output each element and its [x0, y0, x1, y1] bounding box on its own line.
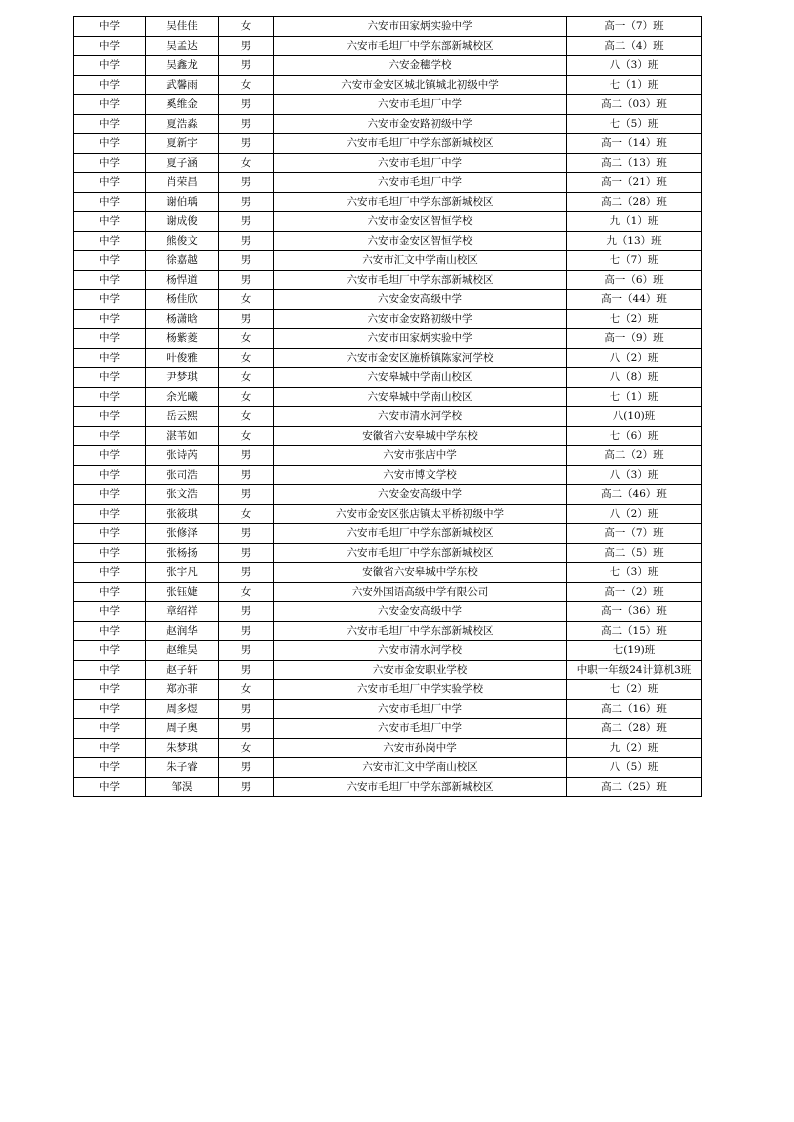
cell-name: 张杨扬 — [146, 543, 219, 563]
cell-gender: 男 — [219, 309, 274, 329]
cell-school: 六安市金安职业学校 — [274, 660, 567, 680]
cell-name: 吴孟达 — [146, 36, 219, 56]
cell-class: 高二（15）班 — [567, 621, 702, 641]
cell-level: 中学 — [74, 134, 146, 154]
cell-name: 夏新宇 — [146, 134, 219, 154]
cell-name: 张司浩 — [146, 465, 219, 485]
cell-name: 章绍祥 — [146, 602, 219, 622]
cell-gender: 女 — [219, 426, 274, 446]
cell-school: 六安金安高级中学 — [274, 485, 567, 505]
cell-level: 中学 — [74, 407, 146, 427]
cell-school: 六安市金安区张店镇太平桥初级中学 — [274, 504, 567, 524]
cell-school: 六安市田家炳实验中学 — [274, 17, 567, 37]
cell-name: 周子奥 — [146, 719, 219, 739]
cell-school: 六安市清水河学校 — [274, 407, 567, 427]
cell-school: 六安市毛坦厂中学东部新城校区 — [274, 621, 567, 641]
table-row — [74, 446, 702, 466]
cell-school: 六安市毛坦厂中学东部新城校区 — [274, 192, 567, 212]
cell-name: 张诗芮 — [146, 446, 219, 466]
cell-class: 八（3）班 — [567, 56, 702, 76]
cell-level: 中学 — [74, 446, 146, 466]
cell-level: 中学 — [74, 777, 146, 797]
cell-gender: 男 — [219, 524, 274, 544]
cell-level: 中学 — [74, 582, 146, 602]
cell-class: 七（7）班 — [567, 251, 702, 271]
cell-class: 高一（9）班 — [567, 329, 702, 349]
table-row — [74, 563, 702, 583]
table-row — [74, 504, 702, 524]
table-row — [74, 680, 702, 700]
cell-class: 七（6）班 — [567, 426, 702, 446]
cell-name: 谢成俊 — [146, 212, 219, 232]
cell-name: 赵维昊 — [146, 641, 219, 661]
cell-level: 中学 — [74, 485, 146, 505]
cell-name: 熊俊文 — [146, 231, 219, 251]
table-row — [74, 582, 702, 602]
cell-level: 中学 — [74, 758, 146, 778]
cell-class: 九（1）班 — [567, 212, 702, 232]
table-row — [74, 329, 702, 349]
cell-name: 杨紫菱 — [146, 329, 219, 349]
table-row — [74, 426, 702, 446]
cell-class: 高二（25）班 — [567, 777, 702, 797]
table-row — [74, 95, 702, 115]
cell-school: 六安市田家炳实验中学 — [274, 329, 567, 349]
cell-school: 六安外国语高级中学有限公司 — [274, 582, 567, 602]
cell-class: 高二（46）班 — [567, 485, 702, 505]
cell-name: 谢伯瑀 — [146, 192, 219, 212]
cell-level: 中学 — [74, 699, 146, 719]
table-row — [74, 153, 702, 173]
table-row — [74, 270, 702, 290]
table-row — [74, 465, 702, 485]
cell-name: 郑亦菲 — [146, 680, 219, 700]
cell-level: 中学 — [74, 192, 146, 212]
table-row — [74, 719, 702, 739]
cell-level: 中学 — [74, 641, 146, 661]
cell-level: 中学 — [74, 251, 146, 271]
cell-gender: 男 — [219, 56, 274, 76]
table-row — [74, 543, 702, 563]
table-row — [74, 114, 702, 134]
cell-gender: 男 — [219, 36, 274, 56]
table-row — [74, 134, 702, 154]
cell-level: 中学 — [74, 680, 146, 700]
cell-school: 六安皋城中学南山校区 — [274, 368, 567, 388]
cell-class: 高一（14）班 — [567, 134, 702, 154]
cell-school: 六安市汇文中学南山校区 — [274, 758, 567, 778]
cell-level: 中学 — [74, 621, 146, 641]
cell-name: 吴鑫龙 — [146, 56, 219, 76]
cell-class: 七（2）班 — [567, 309, 702, 329]
cell-name: 岳云熙 — [146, 407, 219, 427]
cell-school: 六安市毛坦厂中学 — [274, 153, 567, 173]
cell-name: 周多煜 — [146, 699, 219, 719]
table-row — [74, 660, 702, 680]
cell-school: 六安市毛坦厂中学 — [274, 173, 567, 193]
cell-name: 叶俊雅 — [146, 348, 219, 368]
cell-level: 中学 — [74, 504, 146, 524]
cell-school: 六安金安高级中学 — [274, 290, 567, 310]
cell-level: 中学 — [74, 738, 146, 758]
cell-name: 朱子睿 — [146, 758, 219, 778]
cell-name: 徐嘉越 — [146, 251, 219, 271]
table-row — [74, 173, 702, 193]
cell-gender: 男 — [219, 114, 274, 134]
cell-gender: 男 — [219, 485, 274, 505]
table-row — [74, 524, 702, 544]
cell-class: 七（1）班 — [567, 75, 702, 95]
cell-gender: 女 — [219, 504, 274, 524]
cell-class: 九（2）班 — [567, 738, 702, 758]
cell-school: 安徽省六安皋城中学东校 — [274, 426, 567, 446]
table-row — [74, 251, 702, 271]
cell-school: 六安市毛坦厂中学东部新城校区 — [274, 777, 567, 797]
cell-name: 杨潇晗 — [146, 309, 219, 329]
cell-gender: 女 — [219, 738, 274, 758]
cell-level: 中学 — [74, 563, 146, 583]
cell-gender: 男 — [219, 563, 274, 583]
cell-level: 中学 — [74, 660, 146, 680]
cell-level: 中学 — [74, 36, 146, 56]
cell-class: 中职一年级24计算机3班 — [567, 660, 702, 680]
cell-name: 湛苇如 — [146, 426, 219, 446]
table-row — [74, 17, 702, 37]
cell-gender: 男 — [219, 660, 274, 680]
cell-school: 六安市毛坦厂中学东部新城校区 — [274, 36, 567, 56]
cell-name: 赵子轩 — [146, 660, 219, 680]
cell-class: 高二（03）班 — [567, 95, 702, 115]
cell-level: 中学 — [74, 329, 146, 349]
cell-gender: 女 — [219, 387, 274, 407]
cell-name: 肖荣昌 — [146, 173, 219, 193]
table-row — [74, 368, 702, 388]
table-row — [74, 758, 702, 778]
cell-gender: 男 — [219, 270, 274, 290]
cell-school: 六安市毛坦厂中学实验学校 — [274, 680, 567, 700]
cell-name: 杨佳欣 — [146, 290, 219, 310]
cell-class: 八(10)班 — [567, 407, 702, 427]
table-row — [74, 738, 702, 758]
table-row — [74, 36, 702, 56]
cell-level: 中学 — [74, 212, 146, 232]
cell-class: 高二（4）班 — [567, 36, 702, 56]
cell-level: 中学 — [74, 173, 146, 193]
cell-gender: 男 — [219, 95, 274, 115]
cell-gender: 男 — [219, 641, 274, 661]
cell-class: 高一（44）班 — [567, 290, 702, 310]
cell-class: 八（5）班 — [567, 758, 702, 778]
cell-name: 奚维金 — [146, 95, 219, 115]
cell-name: 张修泽 — [146, 524, 219, 544]
cell-class: 七（2）班 — [567, 680, 702, 700]
cell-level: 中学 — [74, 524, 146, 544]
cell-class: 高二（28）班 — [567, 192, 702, 212]
cell-gender: 女 — [219, 407, 274, 427]
cell-name: 余光曦 — [146, 387, 219, 407]
cell-class: 高一（36）班 — [567, 602, 702, 622]
cell-name: 尹梦琪 — [146, 368, 219, 388]
cell-level: 中学 — [74, 290, 146, 310]
table-row — [74, 231, 702, 251]
cell-level: 中学 — [74, 426, 146, 446]
cell-gender: 男 — [219, 231, 274, 251]
cell-gender: 女 — [219, 75, 274, 95]
cell-level: 中学 — [74, 17, 146, 37]
cell-level: 中学 — [74, 348, 146, 368]
cell-school: 安徽省六安皋城中学东校 — [274, 563, 567, 583]
cell-gender: 女 — [219, 368, 274, 388]
cell-level: 中学 — [74, 368, 146, 388]
cell-school: 六安市金安区城北镇城北初级中学 — [274, 75, 567, 95]
cell-class: 八（2）班 — [567, 348, 702, 368]
cell-name: 赵润华 — [146, 621, 219, 641]
table-row — [74, 621, 702, 641]
cell-gender: 男 — [219, 465, 274, 485]
cell-level: 中学 — [74, 465, 146, 485]
cell-name: 张钰婕 — [146, 582, 219, 602]
cell-class: 八（8）班 — [567, 368, 702, 388]
cell-class: 高二（2）班 — [567, 446, 702, 466]
cell-class: 七（1）班 — [567, 387, 702, 407]
cell-school: 六安市金安区施桥镇陈家河学校 — [274, 348, 567, 368]
cell-school: 六安金安高级中学 — [274, 602, 567, 622]
cell-name: 邹淏 — [146, 777, 219, 797]
cell-gender: 男 — [219, 173, 274, 193]
cell-gender: 女 — [219, 348, 274, 368]
table-row — [74, 192, 702, 212]
cell-school: 六安市汇文中学南山校区 — [274, 251, 567, 271]
table-row — [74, 641, 702, 661]
cell-gender: 男 — [219, 621, 274, 641]
table-row — [74, 212, 702, 232]
cell-class: 高一（2）班 — [567, 582, 702, 602]
cell-school: 六安市毛坦厂中学东部新城校区 — [274, 134, 567, 154]
table-row — [74, 290, 702, 310]
cell-school: 六安市毛坦厂中学 — [274, 95, 567, 115]
cell-class: 高一（21）班 — [567, 173, 702, 193]
cell-class: 高一（7）班 — [567, 17, 702, 37]
cell-level: 中学 — [74, 270, 146, 290]
cell-level: 中学 — [74, 75, 146, 95]
cell-class: 八（3）班 — [567, 465, 702, 485]
table-row — [74, 699, 702, 719]
cell-school: 六安金穗学校 — [274, 56, 567, 76]
cell-level: 中学 — [74, 602, 146, 622]
cell-name: 张宇凡 — [146, 563, 219, 583]
cell-gender: 男 — [219, 543, 274, 563]
cell-level: 中学 — [74, 153, 146, 173]
cell-class: 高二（5）班 — [567, 543, 702, 563]
cell-class: 八（2）班 — [567, 504, 702, 524]
cell-class: 高一（7）班 — [567, 524, 702, 544]
cell-school: 六安市毛坦厂中学东部新城校区 — [274, 524, 567, 544]
cell-gender: 女 — [219, 329, 274, 349]
cell-class: 九（13）班 — [567, 231, 702, 251]
cell-class: 高二（13）班 — [567, 153, 702, 173]
cell-class: 七(19)班 — [567, 641, 702, 661]
cell-level: 中学 — [74, 114, 146, 134]
cell-gender: 女 — [219, 680, 274, 700]
table-row — [74, 387, 702, 407]
cell-level: 中学 — [74, 95, 146, 115]
cell-name: 朱梦琪 — [146, 738, 219, 758]
cell-level: 中学 — [74, 309, 146, 329]
cell-gender: 女 — [219, 153, 274, 173]
cell-class: 七（5）班 — [567, 114, 702, 134]
cell-school: 六安市毛坦厂中学 — [274, 719, 567, 739]
cell-class: 高二（16）班 — [567, 699, 702, 719]
cell-school: 六安市毛坦厂中学 — [274, 699, 567, 719]
cell-school: 六安市清水河学校 — [274, 641, 567, 661]
cell-class: 高二（28）班 — [567, 719, 702, 739]
cell-school: 六安市张店中学 — [274, 446, 567, 466]
cell-level: 中学 — [74, 387, 146, 407]
table-row — [74, 485, 702, 505]
cell-name: 夏子涵 — [146, 153, 219, 173]
cell-school: 六安市毛坦厂中学东部新城校区 — [274, 543, 567, 563]
cell-school: 六安皋城中学南山校区 — [274, 387, 567, 407]
cell-gender: 男 — [219, 212, 274, 232]
cell-school: 六安市金安区智恒学校 — [274, 231, 567, 251]
table-row — [74, 75, 702, 95]
table-row — [74, 309, 702, 329]
table-row — [74, 348, 702, 368]
cell-school: 六安市博文学校 — [274, 465, 567, 485]
cell-gender: 男 — [219, 251, 274, 271]
cell-level: 中学 — [74, 56, 146, 76]
cell-gender: 男 — [219, 192, 274, 212]
cell-gender: 女 — [219, 290, 274, 310]
cell-school: 六安市孙岗中学 — [274, 738, 567, 758]
cell-name: 杨悍道 — [146, 270, 219, 290]
cell-gender: 女 — [219, 17, 274, 37]
cell-class: 高一（6）班 — [567, 270, 702, 290]
table-row — [74, 602, 702, 622]
roster-body — [74, 17, 702, 797]
cell-school: 六安市金安路初级中学 — [274, 114, 567, 134]
cell-gender: 男 — [219, 719, 274, 739]
cell-school: 六安市金安路初级中学 — [274, 309, 567, 329]
cell-class: 七（3）班 — [567, 563, 702, 583]
table-row — [74, 407, 702, 427]
cell-name: 夏浩淼 — [146, 114, 219, 134]
cell-name: 武馨雨 — [146, 75, 219, 95]
cell-name: 张筱琪 — [146, 504, 219, 524]
cell-gender: 女 — [219, 582, 274, 602]
cell-gender: 男 — [219, 134, 274, 154]
cell-school: 六安市毛坦厂中学东部新城校区 — [274, 270, 567, 290]
cell-name: 张文浩 — [146, 485, 219, 505]
cell-level: 中学 — [74, 719, 146, 739]
table-row — [74, 777, 702, 797]
table-row — [74, 56, 702, 76]
student-roster-table — [73, 16, 702, 797]
cell-gender: 男 — [219, 777, 274, 797]
cell-gender: 男 — [219, 602, 274, 622]
cell-gender: 男 — [219, 446, 274, 466]
cell-level: 中学 — [74, 543, 146, 563]
cell-gender: 男 — [219, 758, 274, 778]
cell-level: 中学 — [74, 231, 146, 251]
cell-name: 吴佳佳 — [146, 17, 219, 37]
cell-gender: 男 — [219, 699, 274, 719]
cell-school: 六安市金安区智恒学校 — [274, 212, 567, 232]
